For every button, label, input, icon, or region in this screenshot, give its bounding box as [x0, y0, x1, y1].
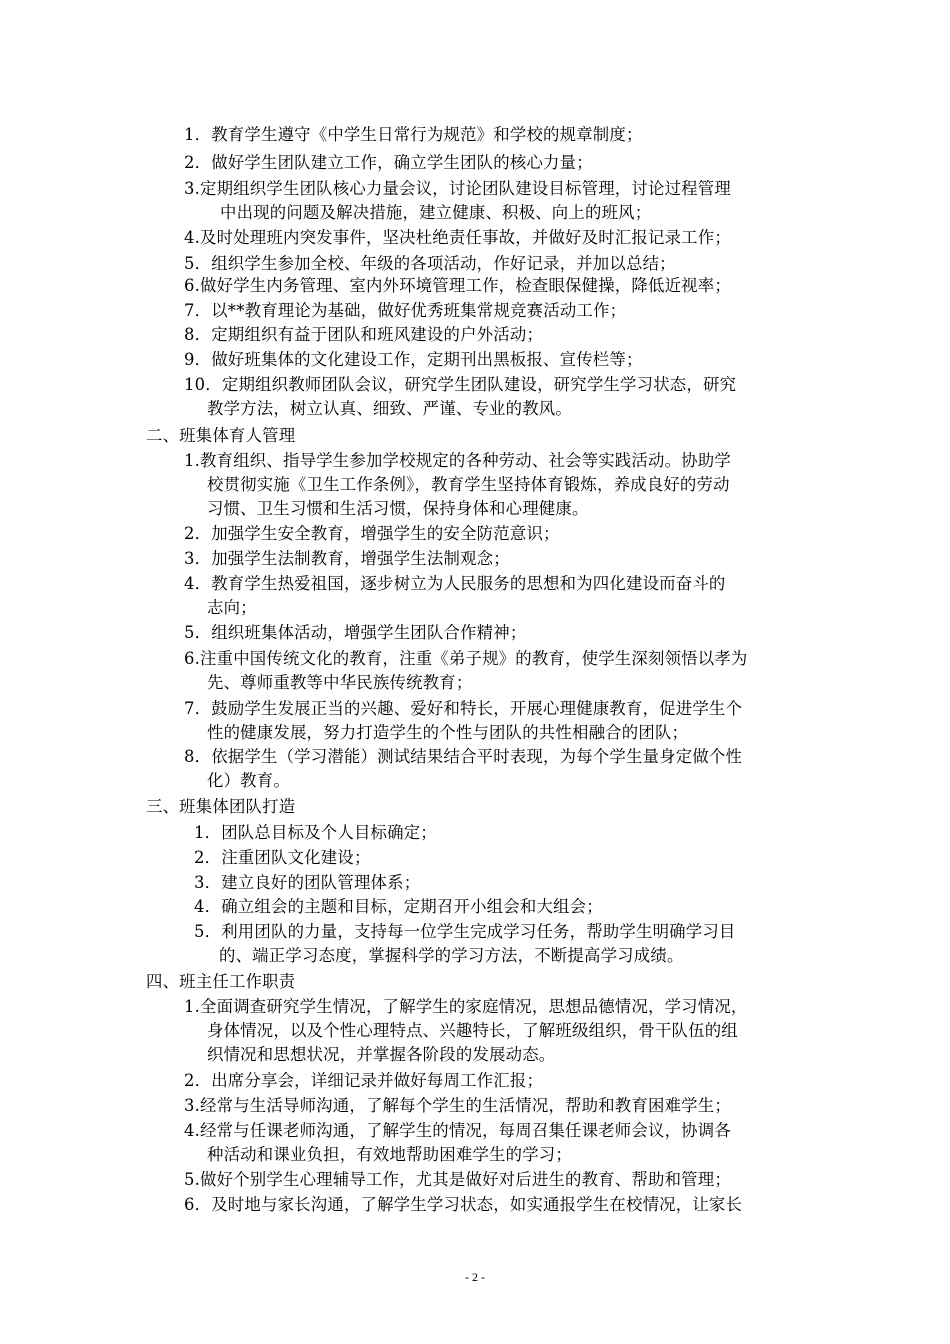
- list-item-line: 1．教育学生遵守《中学生日常行为规范》和学校的规章制度；: [184, 125, 643, 144]
- list-item-line: 4．确立组会的主题和目标，定期召开小组会和大组会；: [194, 897, 603, 916]
- list-item-line: 1．团队总目标及个人目标确定；: [194, 823, 437, 842]
- list-item-line: 6．及时地与家长沟通，了解学生学习状态，如实通报学生在校情况，让家长: [184, 1195, 743, 1214]
- list-item-line: 习惯、卫生习惯和生活习惯，保持身体和心理健康。: [207, 499, 589, 518]
- list-item-line: 2．出席分享会，详细记录并做好每周工作汇报；: [184, 1071, 544, 1090]
- list-item-line: 6.做好学生内务管理、室内外环境管理工作，检查眼保健操，降低近视率；: [184, 276, 731, 295]
- list-item-line: 5．利用团队的力量，支持每一位学生完成学习任务，帮助学生明确学习目: [194, 922, 736, 941]
- list-item-line: 6.注重中国传统文化的教育，注重《弟子规》的教育，使学生深刻领悟以孝为: [184, 649, 748, 668]
- list-item-line: 身体情况，以及个性心理特点、兴趣特长，了解班级组织，骨干队伍的组: [207, 1021, 738, 1040]
- list-item-line: 7．鼓励学生发展正当的兴趣、爱好和特长，开展心理健康教育，促进学生个: [184, 699, 743, 718]
- list-item-line: 2．加强学生安全教育，增强学生的安全防范意识；: [184, 524, 560, 543]
- list-item-line: 教学方法，树立认真、细致、严谨、专业的教风。: [207, 399, 572, 418]
- section-heading: 四、班主任工作职责: [146, 972, 296, 991]
- list-item-line: 2．注重团队文化建设；: [194, 848, 371, 867]
- list-item-line: 5．组织学生参加全校、年级的各项活动，作好记录，并加以总结；: [184, 254, 676, 273]
- list-item-line: 10．定期组织教师团队会议，研究学生团队建设，研究学生学习状态，研究: [184, 375, 737, 394]
- list-item-line: 1.教育组织、指导学生参加学校规定的各种劳动、社会等实践活动。协助学: [184, 451, 731, 470]
- list-item-line: 7．以**教育理论为基础，做好优秀班集常规竞赛活动工作；: [184, 301, 627, 320]
- list-item-line: 5.做好个别学生心理辅导工作，尤其是做好对后进生的教育、帮助和管理；: [184, 1170, 731, 1189]
- list-item-line: 校贯彻实施《卫生工作条例》，教育学生坚持体育锻炼，养成良好的劳动: [207, 475, 730, 494]
- list-item-line: 3.定期组织学生团队核心力量会议，讨论团队建设目标管理，讨论过程管理: [184, 179, 731, 198]
- list-item-line: 9．做好班集体的文化建设工作，定期刊出黑板报、宣传栏等；: [184, 350, 643, 369]
- list-item-line: 化）教育。: [207, 771, 290, 790]
- list-item-line: 2．做好学生团队建立工作，确立学生团队的核心力量；: [184, 153, 593, 172]
- list-item-line: 3．建立良好的团队管理体系；: [194, 873, 421, 892]
- list-item-line: 中出现的问题及解决措施，建立健康、积极、向上的班风；: [220, 203, 652, 222]
- section-heading: 三、班集体团队打造: [146, 797, 296, 816]
- list-item-line: 3.经常与生活导师沟通，了解每个学生的生活情况，帮助和教育困难学生；: [184, 1096, 731, 1115]
- list-item-line: 4.及时处理班内突发事件，坚决杜绝责任事故，并做好及时汇报记录工作；: [184, 228, 731, 247]
- list-item-line: 种活动和课业负担，有效地帮助困难学生的学习；: [207, 1145, 572, 1164]
- list-item-line: 织情况和思想状况，并掌握各阶段的发展动态。: [207, 1045, 556, 1064]
- list-item-line: 志向；: [207, 598, 257, 617]
- list-item-line: 先、尊师重教等中华民族传统教育；: [207, 673, 473, 692]
- list-item-line: 4.经常与任课老师沟通，了解学生的情况，每周召集任课老师会议，协调各: [184, 1121, 731, 1140]
- list-item-line: 3．加强学生法制教育，增强学生法制观念；: [184, 549, 510, 568]
- list-item-line: 5．组织班集体活动，增强学生团队合作精神；: [184, 623, 527, 642]
- list-item-line: 1.全面调查研究学生情况，了解学生的家庭情况，思想品德情况，学习情况，: [184, 997, 748, 1016]
- page-number: - 2 -: [465, 1270, 485, 1284]
- list-item-line: 性的健康发展，努力打造学生的个性与团队的共性相融合的团队；: [207, 723, 689, 742]
- list-item-line: 8．依据学生（学习潜能）测试结果结合平时表现，为每个学生量身定做个性: [184, 747, 743, 766]
- list-item-line: 8．定期组织有益于团队和班风建设的户外活动；: [184, 325, 544, 344]
- list-item-line: 的、端正学习态度，掌握科学的学习方法，不断提高学习成绩。: [219, 946, 684, 965]
- section-heading: 二、班集体育人管理: [146, 426, 296, 445]
- list-item-line: 4．教育学生热爱祖国，逐步树立为人民服务的思想和为四化建设而奋斗的: [184, 574, 726, 593]
